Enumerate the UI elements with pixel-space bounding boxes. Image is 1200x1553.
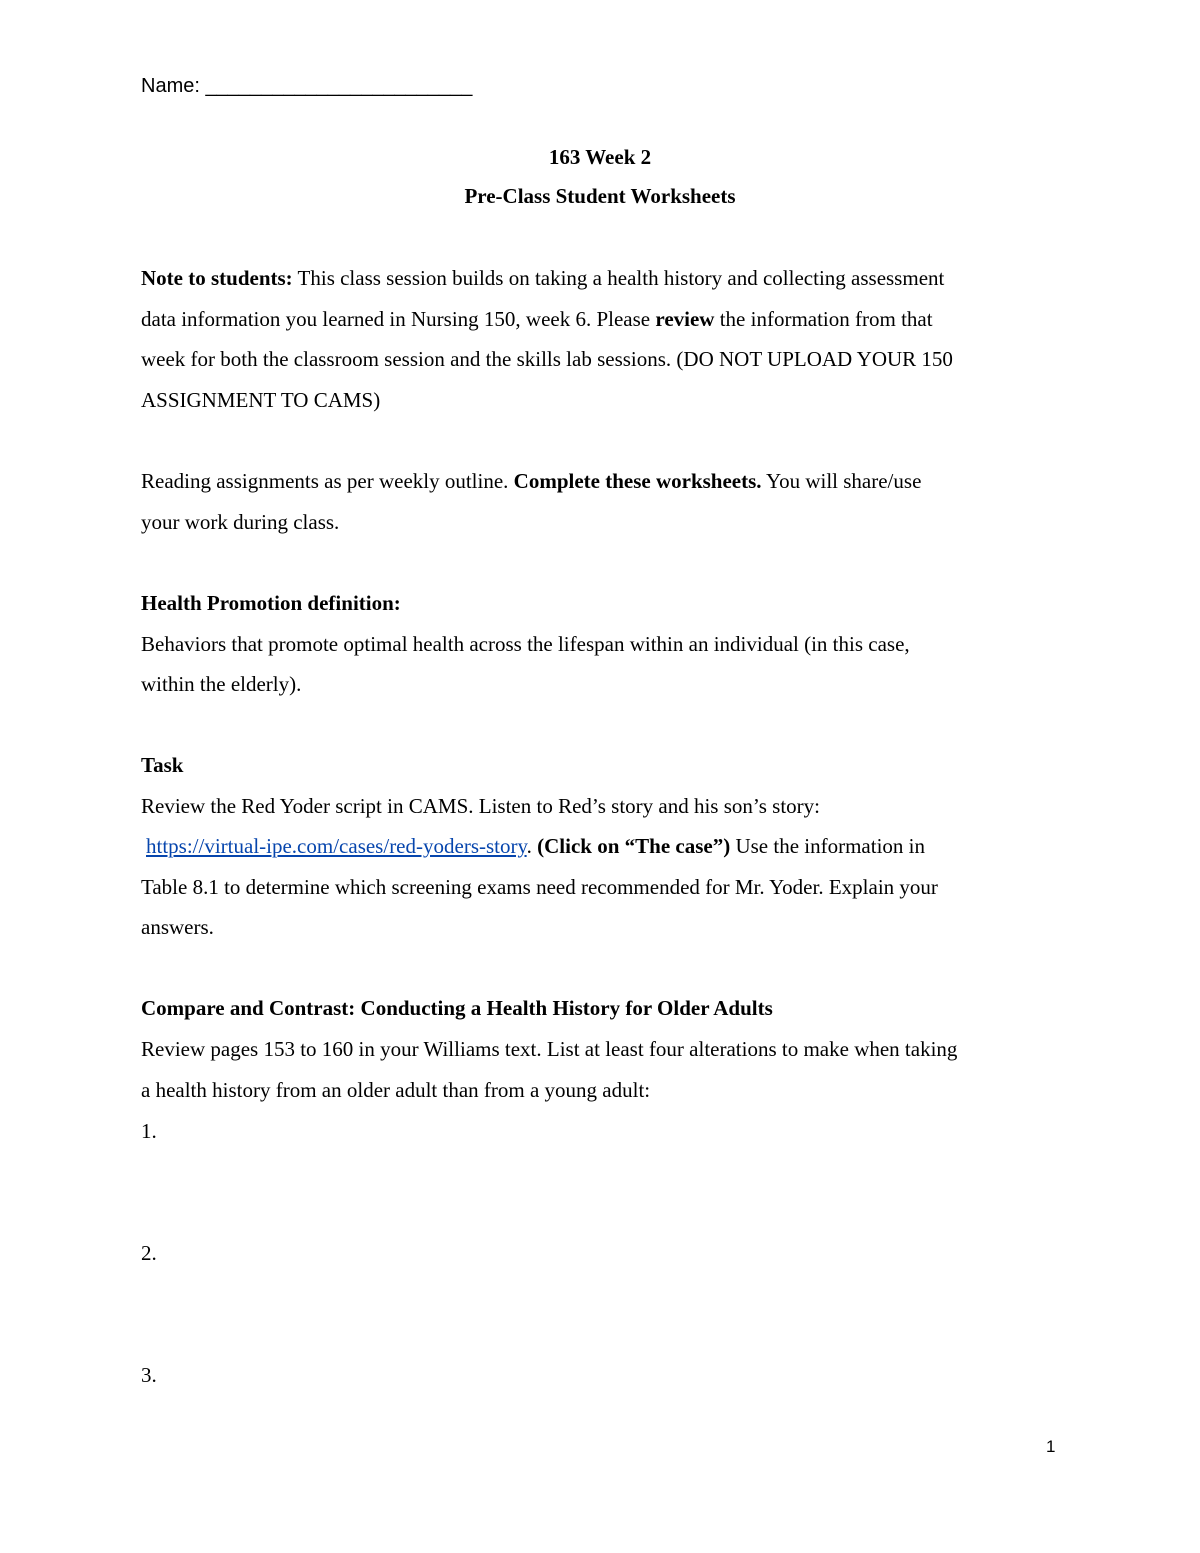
task-text-4: answers. bbox=[141, 915, 214, 939]
list-item bbox=[141, 1243, 157, 1264]
list-item bbox=[141, 1365, 157, 1386]
health-promotion-line-1 bbox=[141, 634, 910, 655]
task-text-1: Review the Red Yoder script in CAMS. Listen to Red’s story and his son’s story: bbox=[141, 794, 820, 818]
health-promotion-heading bbox=[141, 593, 401, 614]
list-item bbox=[141, 1121, 157, 1142]
task-click-case-bold: (Click on “The case”) bbox=[537, 834, 731, 858]
task-line-1 bbox=[141, 796, 820, 817]
red-yoder-story-link[interactable]: https://virtual-ipe.com/cases/red-yoders-story bbox=[146, 834, 527, 858]
reading-text-1b: You will share/use bbox=[761, 469, 922, 493]
compare-heading bbox=[141, 998, 773, 1019]
reading-line-1 bbox=[141, 471, 921, 492]
note-line-2 bbox=[141, 309, 933, 330]
compare-text-1: Review pages 153 to 160 in your Williams text. List at least four alterations to make when taking bbox=[141, 1037, 958, 1061]
list-item-number-2: 2. bbox=[141, 1241, 157, 1265]
task-text-3: Table 8.1 to determine which screening exams need recommended for Mr. Yoder. Explain your bbox=[141, 875, 938, 899]
task-text-2: Use the information in bbox=[730, 834, 925, 858]
note-text-1: This class session builds on taking a health history and collecting assessment bbox=[292, 266, 945, 290]
note-text-3: week for both the classroom session and the skills lab sessions. (DO NOT UPLOAD YOUR 150 bbox=[141, 347, 953, 371]
reading-text-2: your work during class. bbox=[141, 510, 340, 534]
reading-complete-bold: Complete these worksheets. bbox=[513, 469, 762, 493]
page-number: 1 bbox=[1046, 1437, 1056, 1456]
title-worksheets: Pre-Class Student Worksheets bbox=[464, 184, 736, 208]
compare-line-1 bbox=[141, 1039, 957, 1060]
task-heading bbox=[141, 755, 183, 776]
task-title: Task bbox=[141, 753, 184, 777]
reading-text-1a: Reading assignments as per weekly outline. bbox=[141, 469, 514, 493]
compare-line-2 bbox=[141, 1080, 650, 1101]
health-promotion-line-2 bbox=[141, 674, 301, 695]
compare-title: Compare and Contrast: Conducting a Health History for Older Adults bbox=[141, 996, 773, 1020]
note-line-1 bbox=[141, 268, 944, 289]
health-promotion-title: Health Promotion definition: bbox=[141, 591, 401, 615]
document-subtitle bbox=[0, 186, 1200, 207]
task-link-period: . bbox=[526, 834, 538, 858]
document-title bbox=[0, 147, 1200, 168]
name-blank: ________________________ bbox=[205, 75, 473, 97]
name-field-line bbox=[141, 76, 472, 96]
health-promotion-text-1: Behaviors that promote optimal health across the lifespan within an individual (in this case, bbox=[141, 632, 910, 656]
note-text-2b: the information from that bbox=[714, 307, 933, 331]
note-line-3 bbox=[141, 349, 953, 370]
list-item-number-1: 1. bbox=[141, 1119, 157, 1143]
list-item-number-3: 3. bbox=[141, 1363, 157, 1387]
note-review-bold: review bbox=[655, 307, 715, 331]
note-text-4: ASSIGNMENT TO CAMS) bbox=[141, 388, 381, 412]
health-promotion-text-2: within the elderly). bbox=[141, 672, 302, 696]
compare-text-2: a health history from an older adult than from a young adult: bbox=[141, 1078, 651, 1102]
title-week: 163 Week 2 bbox=[548, 145, 652, 169]
task-line-2 bbox=[146, 836, 925, 857]
task-line-3 bbox=[141, 877, 938, 898]
note-line-4 bbox=[141, 390, 380, 411]
name-label: Name: bbox=[141, 75, 200, 97]
note-label: Note to students: bbox=[141, 266, 293, 290]
note-text-2a: data information you learned in Nursing 150, week 6. Please bbox=[141, 307, 656, 331]
reading-line-2 bbox=[141, 512, 339, 533]
task-line-4 bbox=[141, 917, 214, 938]
